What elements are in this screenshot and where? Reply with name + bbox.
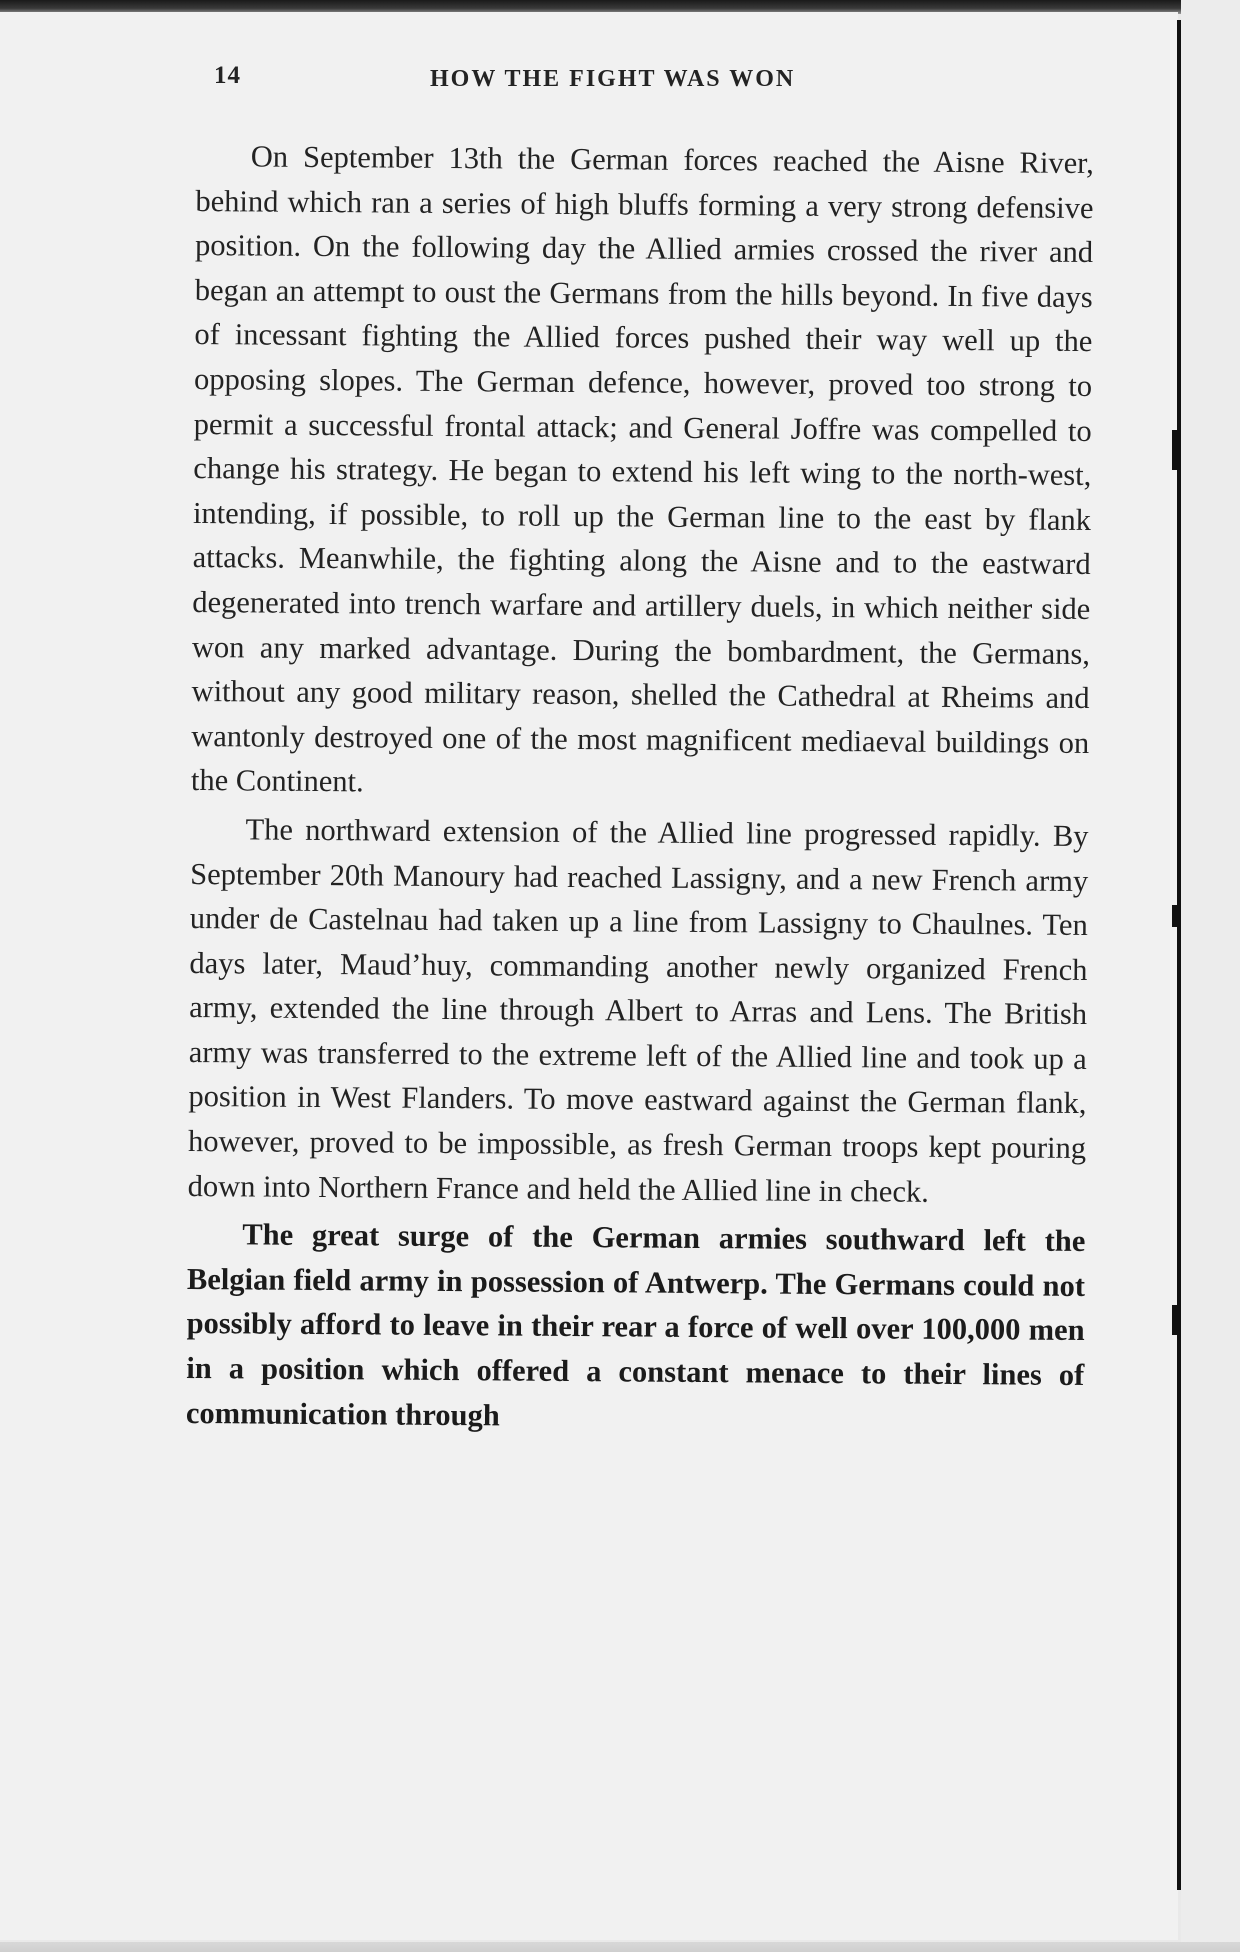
paragraph: On September 13th the German forces reached the Aisne River, behind which ran a series of high bluffs forming a very strong defensive position. On the following day the Allied armies crossed the river and began an attempt to oust the Germans from the hills beyond. In five days of incessant fighting the Allied forces pushed their way well up the opposing slopes. The German defence, however, proved too strong to permit a successful frontal attack; and General Joffre was compelled to change his strategy. He began to extend his left wing to the north-west, intending, if possible, to roll up the German line to the east by flank attacks. Meanwhile, the fighting along the Aisne and to the eastward degenerated into trench warfare and artillery duels, in which neither side won any marked advantage. During the bombardment, the Germans, without any good military reason, shelled the Cathedral at Rheims and wantonly destroyed one of the most magnificent mediaeval buildings on the Continent. [190,139,1094,799]
page-number: 14 [214,62,241,89]
running-title: HOW THE FIGHT WAS WON [430,66,796,92]
page-edge-mark [1172,430,1180,470]
page-header [0,62,1178,102]
scan-bottom-edge [0,1942,1240,1952]
scan-right-margin [1181,0,1240,1952]
book-page [0,12,1178,1940]
paragraph: The northward extension of the Allied line progressed rapidly. By September 20th Manoury had reached Lassigny, and a new French army under de Castelnau had taken up a line from Lassigny to Chaulnes. Ten days later, Maud’huy, commanding another newly organized French army, extended the line through Albert to Arras and Lens. The British army was transferred to the extreme left of the Allied line and took up a position in West Flanders. To move eastward against the German flank, however, proved to be impossible, as fresh German troops kept pouring down into Northern France and held the Allied line in check. [187,812,1089,1209]
page-edge-mark [1172,1305,1180,1335]
page-edge-mark [1172,905,1180,927]
paragraph: The great surge of the German armies southward left the Belgian field army in possession of Antwerp. The Germans could not possibly afford to leave in their rear a force of well over 100,000 men in a position which offered a constant menace to their lines of communication through [185,1217,1086,1433]
body-text [186,134,1094,1442]
